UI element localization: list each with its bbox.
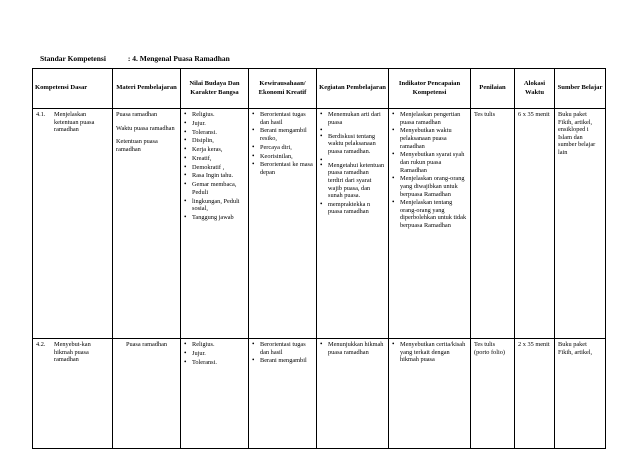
penilaian-cell: Tes tulis (porto folio) xyxy=(471,339,515,449)
nilai-cell xyxy=(181,339,249,449)
kewirausahaan-cell xyxy=(249,339,317,449)
header-kegiatan: Kegiatan Pembelajaran xyxy=(317,69,389,109)
kewirausahaan-cell xyxy=(249,109,317,339)
indikator-item: • Menjelaskan orang-orang yang diwajibkan untuk berpuasa Ramadhan xyxy=(392,175,467,198)
materi-cell xyxy=(113,339,181,449)
nilai-item: • Kerja keras, xyxy=(184,146,245,154)
nilai-item: • Toleransi. xyxy=(184,129,245,137)
kegiatan-item: • Mengetahui ketentuan puasa ramadhan terdiri dari syarat wajib puasa, dan sunah puasa. xyxy=(320,162,385,200)
indikator-item: • Menjelaskan pengertian puasa ramadhan xyxy=(392,111,467,126)
header-alokasi: Alokasi Waktu xyxy=(515,69,555,109)
materi-cell xyxy=(113,109,181,339)
indikator-cell xyxy=(389,339,471,449)
indikator-item: • Menjelaskan tentang orang-orang yang diperbolehkan untuk tidak berpuasa Ramadhan xyxy=(392,199,467,229)
kd-cell xyxy=(33,339,113,449)
header-kewirausahaan: Kewirausahaan/ Ekonomi Kreatif xyxy=(249,69,317,109)
materi-item: Puasa ramadhan xyxy=(116,111,158,118)
nilai-item: • Jujur. xyxy=(184,350,245,358)
materi-item: Ketentuan puasa ramadhan xyxy=(116,138,158,153)
standar-label: Standar Kompetensi xyxy=(40,54,106,63)
kd-number: 4.2. xyxy=(36,341,46,348)
nilai-item: • Kreatif, xyxy=(184,155,245,163)
kegiatan-item: • Menunjukkan hikmah puasa ramadhan xyxy=(320,341,385,356)
standar-value: : 4. Mengenal Puasa Ramadhan xyxy=(127,54,230,63)
kewirausahaan-item: • Berorientasi tugas dan hasil xyxy=(252,341,313,356)
header-indikator: Indikator Pencapaian Kompetensi xyxy=(389,69,471,109)
silabus-table xyxy=(32,68,606,449)
penilaian-cell: Tes tulis xyxy=(471,109,515,339)
nilai-item: • lingkungan, Peduli sosial, xyxy=(184,198,245,213)
header-sumber: Sumber Belajar xyxy=(555,69,606,109)
kewirausahaan-item: • Berorientasi tugas dan hasil xyxy=(252,111,313,126)
nilai-item: • Disiplin, xyxy=(184,137,245,145)
materi-item: Puasa ramadhan xyxy=(125,341,168,348)
indikator-item: • Menyebutkan cerita/kisah yang terkait dengan hikmah puasa xyxy=(392,341,467,364)
kegiatan-cell xyxy=(317,109,389,339)
kd-cell xyxy=(33,109,113,339)
nilai-cell xyxy=(181,109,249,339)
header-penilaian: Penilaian xyxy=(471,69,515,109)
sumber-cell: Buku paket Fikih, artikel, ensikloped i Islam dan sumber belajar lain xyxy=(555,109,606,339)
indikator-item: • Menyebutkan waktu pelaksanaan puasa ramadhan xyxy=(392,127,467,150)
kewirausahaan-item: • Percaya diri, xyxy=(252,144,313,152)
standar-kompetensi xyxy=(40,54,230,63)
indikator-item: • Menyebutkan syarat syah dan rukun puasa Ramadhan xyxy=(392,151,467,174)
kewirausahaan-item: • Berani mengambil xyxy=(252,357,313,365)
nilai-item: • Religius. xyxy=(184,111,245,119)
nilai-item: • Toleransi. xyxy=(184,359,245,367)
kd-number: 4.1. xyxy=(36,111,46,118)
kewirausahaan-item: • Berorientasi ke masa depan xyxy=(252,161,313,176)
kewirausahaan-item: • Keorisinilan, xyxy=(252,153,313,161)
header-nilai-budaya: Nilai Budaya Dan Karakter Bangsa xyxy=(181,69,249,109)
kegiatan-cell xyxy=(317,339,389,449)
kegiatan-item: • mempraktekka n puasa ramadhan xyxy=(320,201,385,216)
kd-text: Menjelaskan ketentuan puasa ramadhan xyxy=(54,111,95,134)
nilai-item: • Gemar membaca, Peduli xyxy=(184,181,245,196)
alokasi-cell: 6 x 35 menit xyxy=(515,109,555,339)
nilai-item: • Religius. xyxy=(184,341,245,349)
header-kompetensi-dasar: Kompetensi Dasar xyxy=(33,69,113,109)
table-row xyxy=(33,339,606,449)
header-materi: Materi Pembelajaran xyxy=(113,69,181,109)
nilai-item: • Rasa Ingin tahu. xyxy=(184,172,245,180)
kegiatan-item: • Berdiskusi tentang waktu pelaksanaan puasa ramadhan. xyxy=(320,133,385,156)
materi-item: Waktu puasa ramadhan xyxy=(116,124,175,132)
alokasi-cell: 2 x 35 menit xyxy=(515,339,555,449)
kewirausahaan-item: • Berani mengambil resiko, xyxy=(252,127,313,142)
nilai-item: • Demokratif , xyxy=(184,164,245,172)
sumber-cell: Buku paket Fikih, artikel, xyxy=(555,339,606,449)
kegiatan-item: • Menemukan arti dari puasa xyxy=(320,111,385,126)
kd-text: Menyebut-kan hikmah puasa ramadhan xyxy=(54,341,91,364)
nilai-item: • Jujur. xyxy=(184,120,245,128)
indikator-cell xyxy=(389,109,471,339)
header-row xyxy=(33,69,606,109)
nilai-item: • Tanggung jawab xyxy=(184,214,245,222)
table-row xyxy=(33,109,606,339)
